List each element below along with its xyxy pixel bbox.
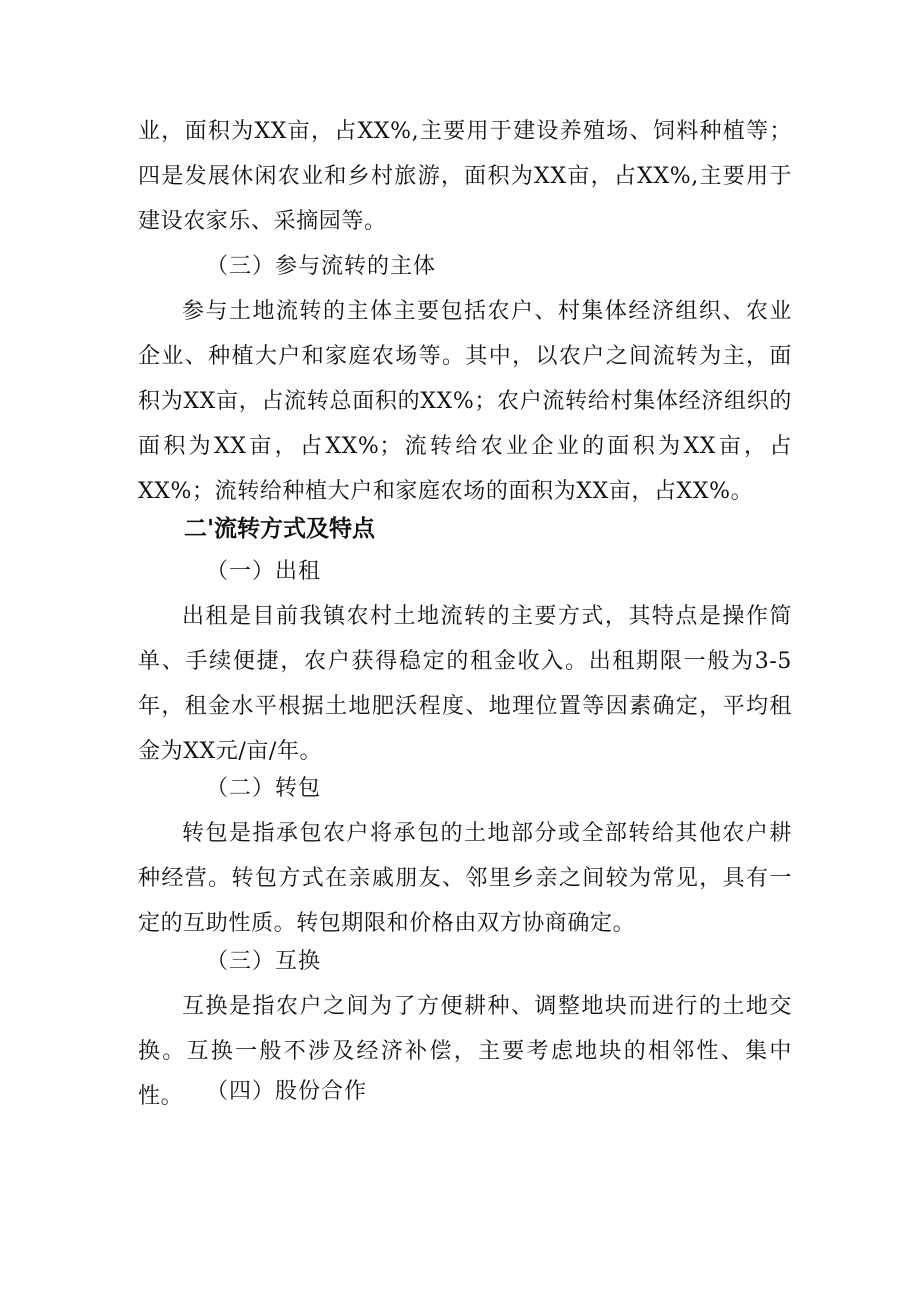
section-heading-methods: 二'流转方式及特点 xyxy=(184,516,376,542)
paragraph-participants: 参与土地流转的主体主要包括农户、村集体经济组织、农业企业、种植大户和家庭农场等。其中，以农户之间流转为主，面积为XX亩，占流转总面积的XX%；农户流转给村集体经济组织的面积为XX亩，占XX%；流转给农业企业的面积为XX亩，占XX%；流转给种植大户和家庭农场的面积为XX亩，占XX%。 xyxy=(138,299,792,504)
subheading-subcontract: （二）转包 xyxy=(206,776,322,801)
paragraph-continuation: 业，面积为XX亩，占XX%,主要用于建设养殖场、饲料种植等；四是发展休闲农业和乡村旅游，面积为XX亩，占XX%,主要用于建设农家乐、采摘园等。 xyxy=(138,119,792,234)
subheading-exchange: （三）互换 xyxy=(206,949,322,974)
subheading-shares: （四）股份合作 xyxy=(206,1079,368,1104)
subheading-rent: （一）出租 xyxy=(206,559,322,584)
paragraph-subcontract: 转包是指承包农户将承包的土地部分或全部转给其他农户耕种经营。转包方式在亲戚朋友、邻里乡亲之间较为常见，具有一定的互助性质。转包期限和价格由双方协商确定。 xyxy=(138,821,792,936)
subheading-participants: （三）参与流转的主体 xyxy=(206,254,437,279)
paragraph-rent: 出租是目前我镇农村土地流转的主要方式，其特点是操作简单、手续便捷，农户获得稳定的租金收入。出租期限一般为3-5年，租金水平根据土地肥沃程度、地理位置等因素确定，平均租金为XX元/亩/年。 xyxy=(138,604,792,764)
paragraph-exchange: 互换是指农户之间为了方便耕种、调整地块而进行的土地交换。互换一般不涉及经济补偿，主要考虑地块的相邻性、集中性。 xyxy=(138,994,792,1109)
